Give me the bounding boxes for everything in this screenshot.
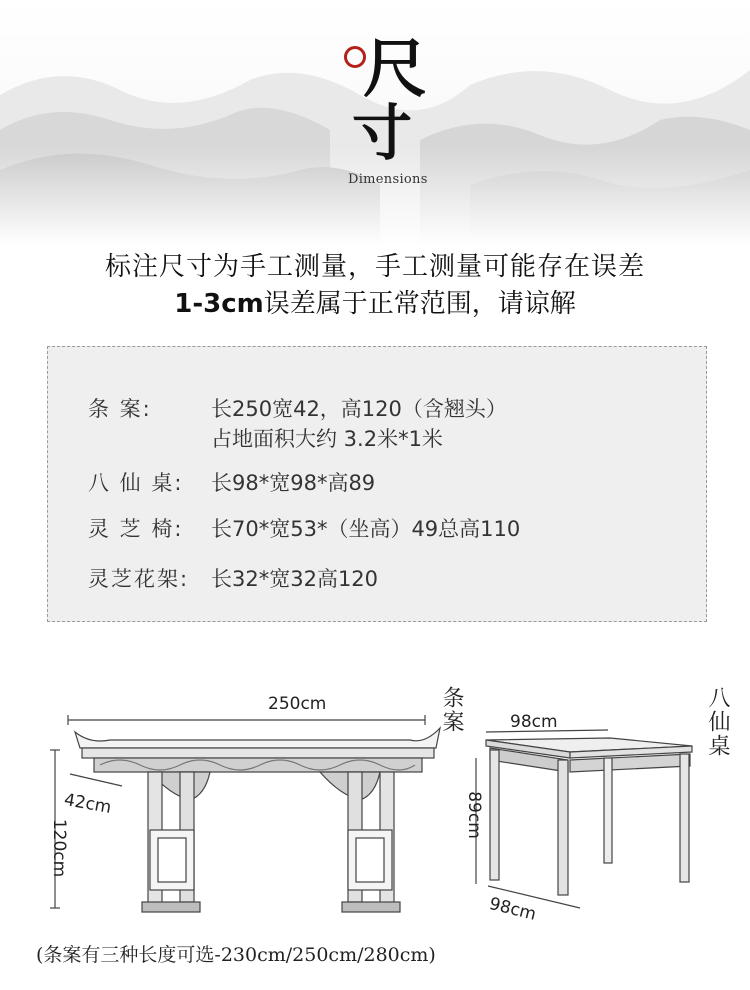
length-options-footnote: (条案有三种长度可选-230cm/250cm/280cm)	[36, 944, 436, 966]
tiaoan-depth-label: 42cm	[62, 790, 113, 818]
spec-row-area	[211, 423, 443, 453]
notice-tolerance: 1-3cm	[174, 289, 264, 319]
spec-panel	[47, 346, 707, 622]
baxian-width-bottom-label: 98cm	[487, 894, 539, 925]
spec-row-huajia	[88, 563, 378, 593]
spec-row-baxianzhuo	[88, 467, 375, 497]
spec-value: 长70*宽53*（坐高）49总高110	[211, 517, 521, 541]
baxian-height-label: 89cm	[463, 791, 484, 839]
baxian-width-top-label: 98cm	[510, 712, 558, 732]
spec-label: 灵 芝 椅:	[88, 517, 184, 541]
dimensions-subtitle: Dimensions	[348, 172, 428, 187]
spec-value: 长250宽42，高120（含翘头）	[211, 397, 507, 421]
spec-value: 占地面积大约 3.2米*1米	[211, 427, 443, 451]
tiaoan-name-label: 条案	[439, 686, 464, 734]
spec-value: 长98*宽98*高89	[211, 471, 376, 495]
spec-label: 八 仙 桌:	[88, 471, 184, 495]
spec-value: 长32*宽32高120	[211, 567, 379, 591]
spec-label: 条 案:	[88, 397, 152, 421]
baxian-name-label: 八仙桌	[705, 686, 730, 758]
spec-label: 灵芝花架:	[88, 567, 190, 591]
notice-line-2	[0, 283, 750, 320]
spec-row-lingzhiyi	[88, 513, 520, 543]
tiaoan-height-label: 120cm	[49, 818, 70, 878]
tiaoan-length-label: 250cm	[268, 694, 327, 714]
notice-line-1: 标注尺寸为手工测量，手工测量可能存在误差	[104, 252, 645, 282]
title-chi: 尺	[363, 32, 427, 107]
title-cun: 寸	[352, 99, 412, 169]
spec-row-tiaoan	[88, 393, 507, 423]
notice-tolerance-text: 误差属于正常范围，请谅解	[263, 289, 576, 319]
